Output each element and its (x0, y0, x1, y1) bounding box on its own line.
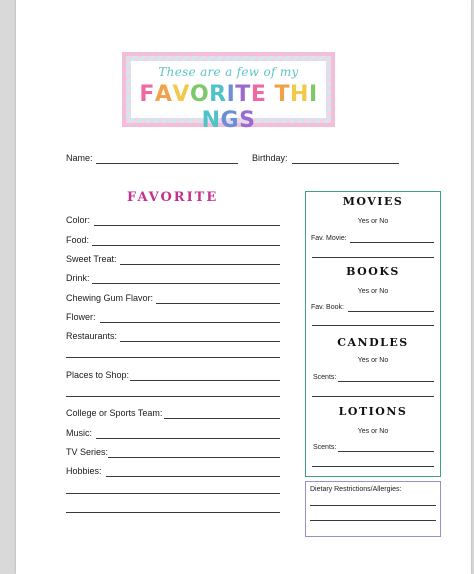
banner-title-letter: F (139, 82, 155, 107)
dietary-label: Dietary Restrictions/Allergies: (310, 486, 402, 493)
places-field-2[interactable] (66, 396, 280, 397)
places-field[interactable] (130, 380, 280, 381)
banner-title-letter: O (189, 82, 210, 107)
banner-title-letter: N (201, 108, 221, 133)
fav-book-label: Fav. Book: (311, 304, 344, 311)
banner-title-letter: V (172, 82, 190, 107)
banner-title-letter: H (290, 82, 309, 107)
banner-script-line: These are a few of my (158, 65, 299, 79)
hobbies-field-3[interactable] (66, 512, 280, 513)
candle-scents-field-2[interactable] (312, 396, 434, 397)
favorite-heading: FAVORITE (127, 190, 219, 205)
hobbies-field-2[interactable] (66, 493, 280, 494)
banner-title-letter: I (308, 82, 318, 107)
movies-heading: MOVIES (342, 195, 404, 208)
hobbies-field[interactable] (106, 476, 280, 477)
restaurants-field[interactable] (120, 341, 280, 342)
sweet-treat-field[interactable] (120, 264, 280, 265)
candle-scents-label: Scents: (313, 374, 337, 381)
flower-field[interactable] (100, 322, 280, 323)
movies-yes-no: Yes or No (357, 218, 389, 225)
dietary-field[interactable] (310, 505, 436, 506)
color-field[interactable] (94, 225, 280, 226)
birthday-field[interactable] (292, 163, 399, 164)
music-field[interactable] (96, 438, 280, 439)
gum-label: Chewing Gum Flavor: (66, 293, 154, 303)
places-label: Places to Shop: (66, 370, 130, 380)
lotion-scents-field-2[interactable] (312, 466, 434, 467)
drink-label: Drink: (66, 273, 90, 283)
banner-title-letter: T (235, 82, 251, 107)
banner-title-letter (266, 82, 274, 108)
candle-scents-field[interactable] (338, 381, 434, 382)
lotion-scents-label: Scents: (313, 444, 337, 451)
gum-field[interactable] (156, 303, 280, 304)
banner-title-letter: R (209, 82, 227, 107)
lotions-heading: LOTIONS (338, 405, 408, 418)
birthday-label: Birthday: (252, 153, 288, 163)
restaurants-label: Restaurants: (66, 331, 118, 341)
fav-movie-field[interactable] (350, 242, 434, 243)
name-label: Name: (66, 153, 93, 163)
name-field[interactable] (96, 163, 238, 164)
banner-title-letter: S (239, 108, 256, 133)
document-page (16, 0, 471, 574)
food-label: Food: (66, 235, 90, 245)
color-label: Color: (66, 215, 91, 225)
banner-title-letter: G (220, 108, 240, 133)
banner-title-letter: A (154, 82, 173, 107)
sweet-treat-label: Sweet Treat: (66, 254, 117, 264)
dietary-field-2[interactable] (310, 520, 436, 521)
banner-title-letter: I (226, 82, 236, 107)
banner-title-letter: T (274, 82, 291, 107)
food-field[interactable] (92, 245, 280, 246)
books-heading: BOOKS (346, 265, 400, 278)
lotions-yes-no: Yes or No (357, 428, 389, 435)
books-yes-no: Yes or No (357, 288, 389, 295)
fav-movie-label: Fav. Movie: (311, 235, 347, 242)
hobbies-label: Hobbies: (66, 466, 102, 476)
tv-field[interactable] (108, 457, 280, 458)
tv-label: TV Series: (66, 447, 109, 457)
title-banner (122, 52, 335, 133)
lotion-scents-field[interactable] (338, 451, 434, 452)
banner-title (131, 82, 326, 134)
candles-yes-no: Yes or No (357, 357, 389, 364)
banner-title-letter: E (250, 82, 267, 107)
drink-field[interactable] (92, 283, 280, 284)
music-label: Music: (66, 428, 93, 438)
team-field[interactable] (164, 418, 280, 419)
restaurants-field-2[interactable] (66, 357, 280, 358)
title-banner-inner (131, 61, 326, 133)
fav-book-field[interactable] (348, 311, 434, 312)
fav-movie-field-2[interactable] (312, 257, 434, 258)
fav-book-field-2[interactable] (312, 325, 434, 326)
flower-label: Flower: (66, 312, 96, 322)
team-label: College or Sports Team: (66, 408, 163, 418)
candles-heading: CANDLES (337, 336, 409, 349)
